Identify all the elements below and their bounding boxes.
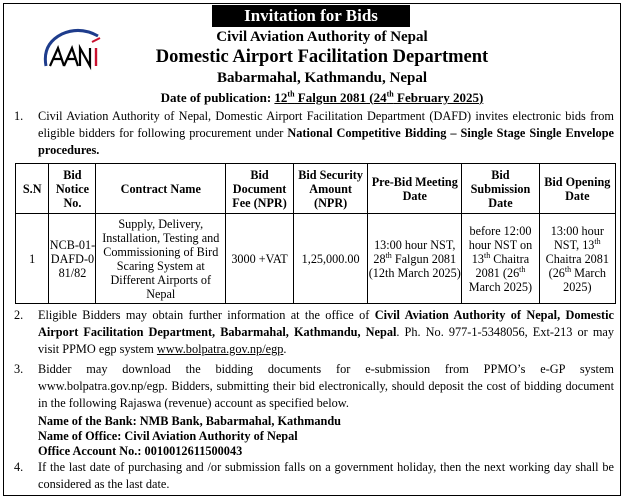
department-name: Domestic Airport Facilitation Department: [155, 47, 489, 67]
table-header-row: [16, 164, 616, 214]
item-3-number: 3.: [14, 362, 24, 376]
authority-name: Civil Aviation Authority of Nepal: [216, 29, 428, 45]
col-header-prebid: Pre-Bid Meeting Date: [368, 164, 462, 214]
item-1-text: Civil Aviation Authority of Nepal, Domestic Airport Facilitation Department (DAFD) invites electronic bids from eligible bidders for following procurement under National Competitive Bidding – Single Stage Single Envelope procedures.: [38, 109, 615, 157]
item-3-text: Bidder may download the bidding documents for e-submission from PPMO’s e-GP system www.bolpatra.gov.np/egp. Bidders, submitting their bid electronically, should deposit the cost of bidding document in the following Rajaswa (revenue) account as specified below.: [38, 362, 614, 410]
cell-security: 1,25,000.00: [294, 214, 368, 304]
cell-opening: 13:00 hour NST, 13th Chaitra 2081 (26th March 2025): [539, 214, 615, 304]
cell-notice: NCB-01-DAFD-081/82: [49, 214, 96, 304]
cell-fee: 3000 +VAT: [226, 214, 294, 304]
col-header-fee: Bid Document Fee (NPR): [226, 164, 294, 214]
col-header-submission: Bid Submission Date: [462, 164, 539, 214]
item-4-text: If the last date of purchasing and /or submission falls on a government holiday, then the next working day shall be considered as the last date.: [38, 460, 614, 491]
item-2-number: 2.: [14, 308, 24, 322]
cell-prebid: 13:00 hour NST, 28th Falgun 2081 (12th March 2025): [368, 214, 462, 304]
col-header-opening: Bid Opening Date: [539, 164, 615, 214]
item-1-number: 1.: [14, 109, 24, 123]
publication-date: Date of publication: 12th Falgun 2081 (24th February 2025): [160, 89, 484, 105]
col-header-security: Bid Security Amount (NPR): [294, 164, 368, 214]
egp-link[interactable]: www.bolpatra.gov.np/egp: [156, 342, 284, 356]
cell-sn: 1: [16, 214, 49, 304]
col-header-notice: Bid Notice No.: [49, 164, 96, 214]
table-row: [16, 214, 616, 304]
item-2-text: Eligible Bidders may obtain further information at the office of Civil Aviation Authority of Nepal, Domestic Airport Facilitation Department, Babarmahal, Kathmandu, Nepal. Ph. No. 977-1-5348056, Ext-213 or may visit PPMO egp system www.bolpatra.gov.np/egp.: [38, 308, 614, 356]
address: Babarmahal, Kathmandu, Nepal: [216, 70, 428, 86]
bid-table: [15, 163, 616, 304]
col-header-contract: Contract Name: [96, 164, 226, 214]
cell-contract: Supply, Delivery, Installation, Testing and Commissioning of Bird Scaring System at Different Airports of Nepal: [96, 214, 226, 304]
bank-name-line: Name of the Bank: NMB Bank, Babarmahal, Kathmandu: [38, 414, 342, 428]
banner-title: Invitation for Bids: [212, 5, 410, 27]
office-name-line: Name of Office: Civil Aviation Authority of Nepal: [38, 429, 298, 443]
cell-submission: before 12:00 hour NST on 13th Chaitra 2081 (26th March 2025): [462, 214, 539, 304]
item-4-number: 4.: [14, 460, 24, 474]
account-number-line: Office Account No.: 0010012611500043: [38, 444, 243, 458]
col-header-sn: S.N: [16, 164, 49, 214]
